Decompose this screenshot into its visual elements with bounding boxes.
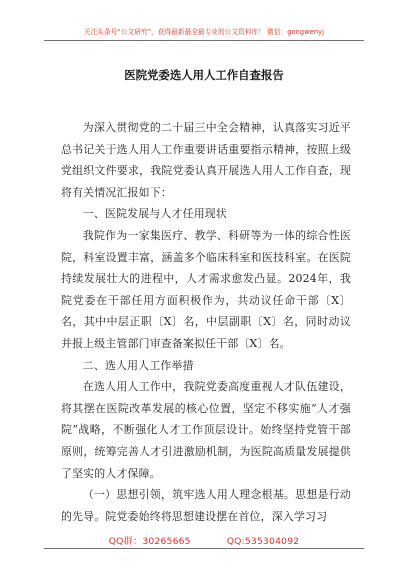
body-paragraph: 在选人用人工作中，我院党委高度重视人才队伍建设，将其摆在医院改革发展的核心位置，坚定不移实施“人才强院”战略，不断强化人才工作顶层设计。始终坚持党管干部原则，统筹完善人才引进激励机制，为医院高质量发展提供了坚实的人才保障。 xyxy=(61,380,351,480)
section-heading-1: 一、医院发展与人才任用现状 xyxy=(82,207,227,221)
footer-divider xyxy=(44,548,364,549)
qq-group-number: QQ群：30265665 xyxy=(108,536,191,547)
header-divider xyxy=(44,40,364,41)
footer-contact xyxy=(0,533,408,547)
body-paragraph: 我院作为一家集医疗、教学、科研等为一体的综合性医院，科室设置丰富，涵盖多个临床科室和医技科室。在医院持续发展壮大的进程中，人才需求愈发凸显。2024年，我院党委在干部任用方面积极作为，共动议任命干部〔X〕名，其中中层正职〔X〕名，中层副职〔X〕名，同时动议并报上级主管部门审查备案拟任干部〔X〕名。 xyxy=(61,228,351,350)
document-body xyxy=(61,117,351,527)
subsection-paragraph: （一）思想引领，筑牢选人用人理念根基。思想是行动的先导。院党委始终将思想建设摆在首位，深入学习习 xyxy=(61,488,351,523)
document-title: 医院党委选人用人工作自查报告 xyxy=(124,68,284,82)
header-banner: 关注头条号“公文研究”，获得最新最全最专业的公文资料库！ 微信：gongwenyj xyxy=(83,28,325,36)
section-heading-2: 二、选人用人工作举措 xyxy=(82,358,194,372)
qq-number: QQ:535304092 xyxy=(226,536,300,547)
intro-paragraph: 为深入贯彻党的二十届三中全会精神，认真落实习近平总书记关于选人用人工作重要讲话重要指示精神，按照上级党组织文件要求，我院党委认真开展选人用人工作自查，现将有关情况汇报如下： xyxy=(61,121,351,199)
